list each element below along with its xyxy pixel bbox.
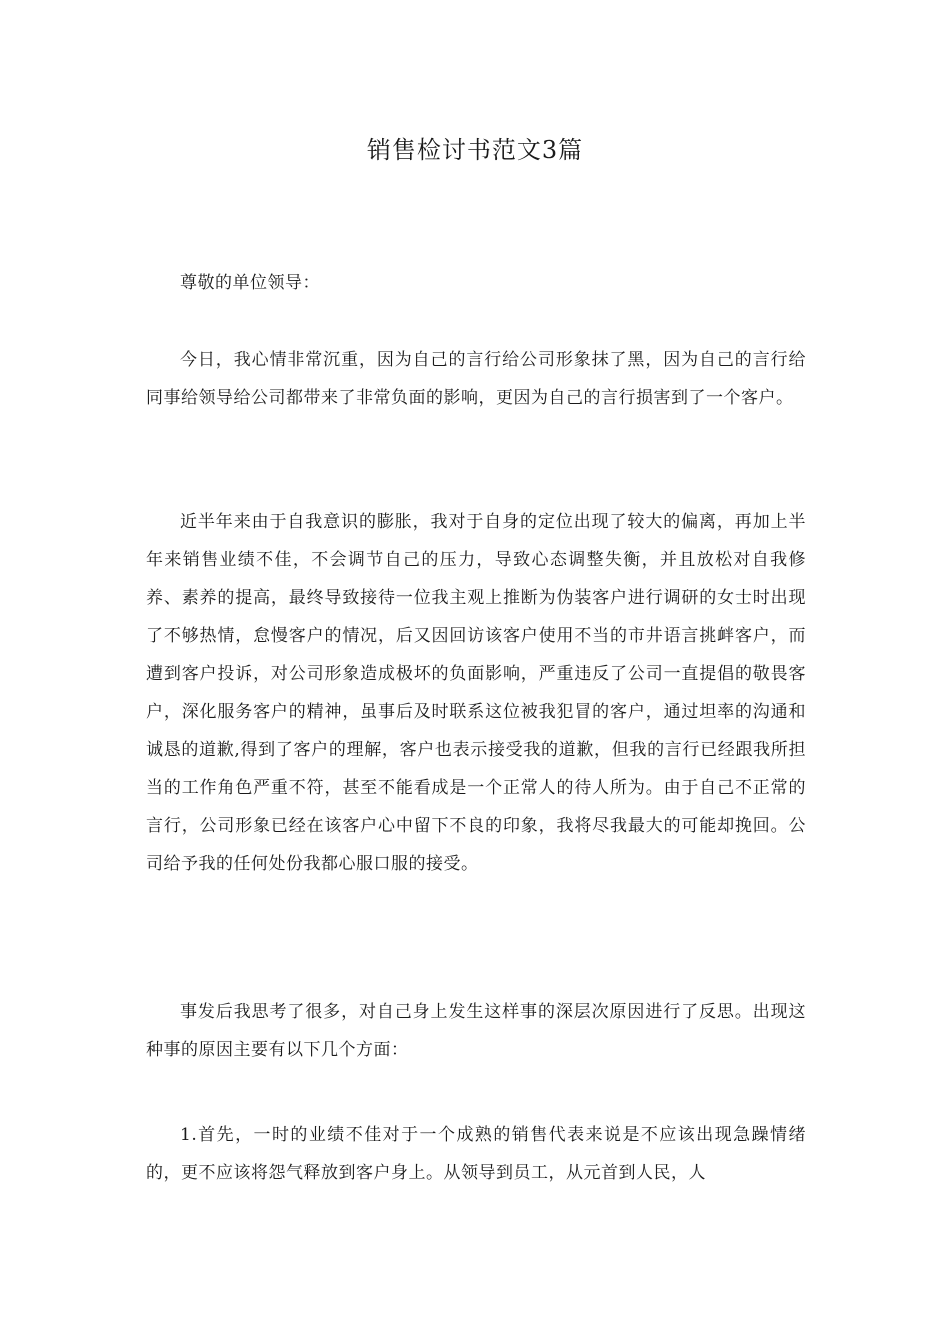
paragraph-text: 今日，我心情非常沉重，因为自己的言行给公司形象抹了黑，因为自己的言行给同事给领导给公司都带来了非常负面的影响，更因为自己的言行损害到了一个客户。 [146, 350, 806, 408]
paragraph [146, 993, 806, 1069]
paragraph-text: 事发后我思考了很多，对自己身上发生这样事的深层次原因进行了反思。出现这种事的原因主要有以下几个方面： [146, 1002, 806, 1060]
paragraph [146, 341, 806, 417]
paragraph [146, 1116, 806, 1192]
salutation-text: 尊敬的单位领导： [180, 273, 320, 293]
paragraph-text: 1.首先，一时的业绩不佳对于一个成熟的销售代表来说是不应该出现急躁情绪的，更不应该将怨气释放到客户身上。从领导到员工，从元首到人民，人 [146, 1125, 806, 1183]
paragraph-text: 近半年来由于自我意识的膨胀，我对于自身的定位出现了较大的偏离，再加上半年来销售业绩不佳，不会调节自己的压力，导致心态调整失衡，并且放松对自我修养、素养的提高，最终导致接待一位我主观上推断为伪装客户进行调研的女士时出现了不够热情，怠慢客户的情况，后又因回访该客户使用不当的市井语言挑衅客户，而遭到客户投诉，对公司形象造成极坏的负面影响，严重违反了公司一直提倡的敬畏客户，深化服务客户的精神，虽事后及时联系这位被我犯冒的客户，通过坦率的沟通和诚恳的道歉,得到了客户的理解，客户也表示接受我的道歉，但我的言行已经跟我所担当的工作角色严重不符，甚至不能看成是一个正常人的待人所为。由于自己不正常的言行，公司形象已经在该客户心中留下不良的印象，我将尽我最大的可能却挽回。公司给予我的任何处份我都心服口服的接受。 [146, 512, 806, 874]
salutation [146, 264, 806, 302]
paragraph [146, 503, 806, 883]
document-title: 销售检讨书范文3篇 [366, 136, 584, 164]
